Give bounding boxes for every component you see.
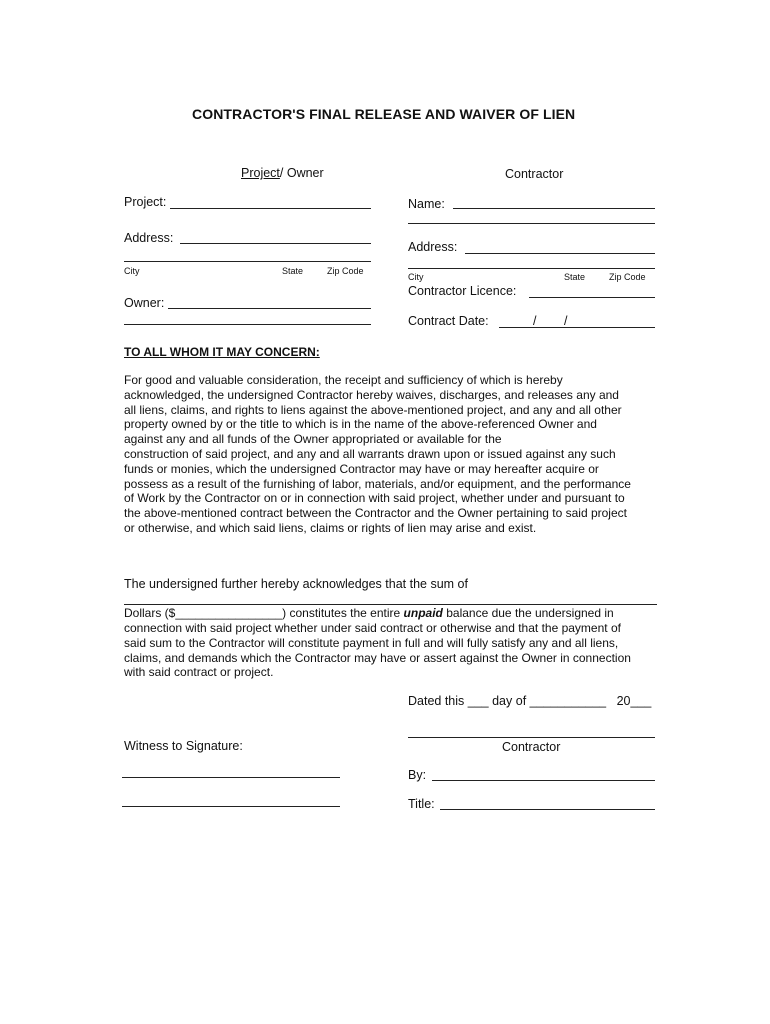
contractor-signature-field[interactable] [408, 737, 655, 738]
owner-label: Owner: [124, 296, 165, 310]
contract-date-slash-1: / [533, 314, 537, 328]
project-owner-header [241, 166, 324, 180]
address-field-right-line2[interactable] [408, 268, 655, 269]
by-label: By: [408, 768, 427, 782]
contract-date-field[interactable] [499, 327, 655, 328]
address-label-left: Address: [124, 231, 174, 245]
project-header-underlined: Project [241, 166, 280, 180]
paragraph-line: the above-mentioned contract between the Contractor and the Owner pertaining to said project [124, 506, 627, 521]
paragraph-line: all liens, claims, and rights to liens against the above-mentioned project, and any and all other [124, 402, 622, 417]
paragraph-line: against any and all funds of the Owner appropriated or available for the [124, 432, 502, 447]
year-prefix: 20 [616, 694, 631, 708]
paragraph-line: property owned by or the title to which is in the name of the above-referenced Owner and [124, 417, 597, 432]
paragraph-line: construction of said project, and any and all warrants drawn upon or issued against any such [124, 446, 616, 461]
name-field-line2[interactable] [408, 223, 655, 224]
dated-line [408, 694, 651, 708]
contractor-signature-label: Contractor [502, 740, 561, 754]
year-field[interactable]: ___ [630, 694, 652, 708]
dollars-prefix: Dollars ($ [124, 606, 176, 620]
sum-words-field[interactable] [124, 604, 657, 605]
contract-date-slash-2: / [564, 314, 568, 328]
constitutes-text: ) constitutes the entire [282, 606, 401, 620]
address-label-right: Address: [408, 240, 458, 254]
day-field[interactable]: ___ [467, 694, 489, 708]
owner-field[interactable] [168, 308, 371, 309]
zip-label-left: Zip Code [327, 266, 364, 276]
state-label-right: State [564, 272, 586, 282]
contractor-header: Contractor [505, 167, 564, 181]
balance-text: balance due the undersigned in [446, 606, 614, 620]
by-field[interactable] [432, 780, 655, 781]
city-label-left: City [124, 266, 140, 276]
city-label-right: City [408, 272, 424, 282]
paragraph-line: acknowledged, the undersigned Contractor hereby waives, discharges, and releases any and [124, 387, 619, 402]
owner-field-line2[interactable] [124, 324, 371, 325]
release-paragraph [124, 373, 664, 536]
address-field-left[interactable] [180, 243, 371, 244]
contractor-licence-label: Contractor Licence: [408, 284, 517, 298]
dated-this-label: Dated this [408, 694, 465, 708]
sum-line: claims, and demands which the Contractor may have or assert against the Owner in connection [124, 650, 631, 665]
paragraph-line: For good and valuable consideration, the receipt and sufficiency of which is hereby [124, 373, 563, 387]
contract-date-label: Contract Date: [408, 314, 489, 328]
paragraph-line: possess as a result of the furnishing of labor, materials, and/or equipment, and the performance [124, 476, 631, 491]
sum-line: with said contract or project. [124, 665, 274, 680]
address-field-right[interactable] [465, 253, 655, 254]
to-whom-heading: TO ALL WHOM IT MAY CONCERN: [124, 345, 320, 359]
title-field[interactable] [440, 809, 655, 810]
state-label-left: State [282, 266, 304, 276]
name-label: Name: [408, 197, 445, 211]
dollars-line [124, 606, 614, 620]
dollars-amount-field[interactable]: ________________ [175, 606, 283, 620]
paragraph-line: funds or monies, which the undersigned Contractor may have or may hereafter acquire or [124, 461, 599, 476]
sum-line: connection with said project whether under said contract or otherwise and that the payment of [124, 621, 621, 635]
sum-paragraph [124, 621, 664, 680]
project-field[interactable] [170, 208, 371, 209]
contractor-licence-field[interactable] [529, 297, 655, 298]
day-of-label: day of [492, 694, 527, 708]
owner-header-rest: / Owner [279, 166, 324, 180]
project-label: Project: [124, 195, 167, 209]
paragraph-line: or otherwise, and which said liens, claims or rights of lien may arise and exist. [124, 520, 537, 535]
title-label: Title: [408, 797, 435, 811]
document-title: CONTRACTOR'S FINAL RELEASE AND WAIVER OF LIEN [192, 106, 576, 122]
name-field[interactable] [453, 208, 655, 209]
sum-line: said sum to the Contractor will constitute payment in full and will fully satisfy any and all liens, [124, 635, 619, 650]
zip-label-right: Zip Code [609, 272, 646, 282]
unpaid-text: unpaid [403, 606, 443, 620]
witness-label: Witness to Signature: [124, 739, 243, 753]
witness-signature-field-2[interactable] [122, 806, 340, 807]
month-field[interactable]: ___________ [529, 694, 607, 708]
witness-signature-field-1[interactable] [122, 777, 340, 778]
address-field-left-line2[interactable] [124, 261, 371, 262]
paragraph-line: of Work by the Contractor on or in connection with said project, whether under and pursuant to [124, 491, 625, 506]
sum-intro: The undersigned further hereby acknowledges that the sum of [124, 577, 468, 591]
